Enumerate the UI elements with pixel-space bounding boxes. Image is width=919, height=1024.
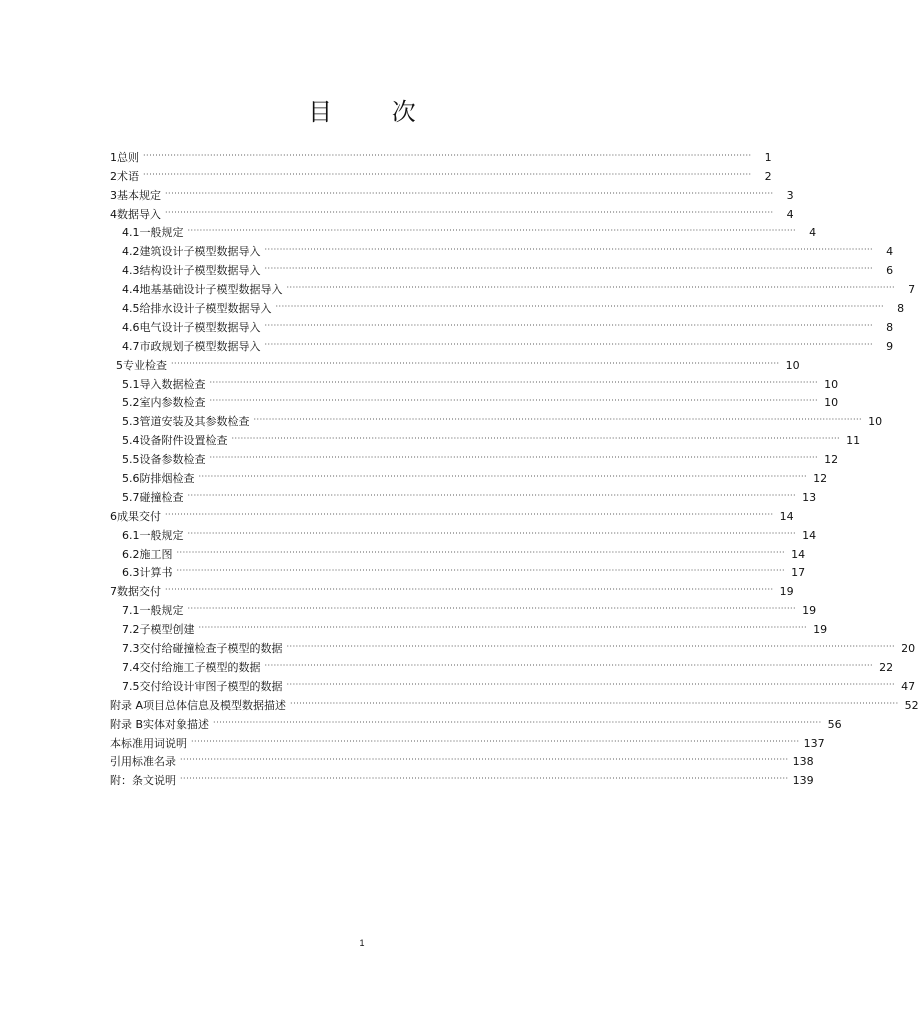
toc-entry[interactable] — [110, 769, 814, 788]
toc-entry-page: 12 — [813, 472, 828, 486]
dot-leader: ········································································································································································································ — [198, 472, 808, 482]
toc-entry-page: 10 — [824, 377, 839, 391]
toc-entry-label: 实体对象描述 — [143, 717, 210, 731]
toc-entry-number: 附录 A — [110, 698, 144, 712]
dot-leader: ········································································································································································································ — [209, 377, 819, 387]
toc-entry-label: 子模型创建 — [139, 623, 195, 637]
toc-entry-page: 9 — [886, 339, 894, 353]
dot-leader: ········································································································································································································ — [180, 774, 789, 784]
toc-entry-number: 7.4 — [122, 660, 140, 674]
toc-entry-label: 市政规划子模型数据导入 — [139, 339, 261, 353]
toc-entry-page: 4 — [886, 245, 894, 259]
dot-leader: ········································································································································································································ — [213, 717, 822, 727]
toc-entry-number: 5.2 — [122, 396, 140, 410]
toc-entry-number: 6.2 — [122, 547, 140, 561]
dot-leader: ········································································································································································································ — [176, 547, 786, 557]
toc-entry-number: 7.5 — [122, 679, 140, 693]
toc-entry[interactable] — [110, 297, 905, 316]
toc-entry-page: 139 — [792, 774, 814, 788]
toc-entry-number: 7 — [110, 585, 117, 599]
toc-entry[interactable] — [110, 524, 817, 543]
toc-entry[interactable] — [110, 675, 916, 694]
toc-entry-label: 引用标准名录 — [110, 755, 176, 769]
toc-entry[interactable] — [110, 713, 842, 732]
toc-entry-label: 防排烟检查 — [139, 472, 195, 486]
toc-entry-page: 14 — [802, 528, 817, 542]
toc-entry-page: 137 — [803, 736, 825, 750]
toc-entry-number: 3 — [110, 188, 117, 202]
toc-entry-page: 3 — [786, 188, 794, 202]
toc-entry[interactable] — [110, 410, 883, 429]
toc-entry-page: 1 — [764, 150, 772, 164]
toc-entry-number: 5.1 — [122, 377, 140, 391]
toc-entry[interactable] — [110, 203, 794, 222]
toc-entry-label: 建筑设计子模型数据导入 — [139, 245, 261, 259]
dot-leader: ········································································································································································································ — [264, 245, 874, 255]
dot-leader: ········································································································································································································ — [176, 566, 786, 576]
toc-entry-label: 电气设计子模型数据导入 — [139, 320, 261, 334]
toc-entry-page: 10 — [868, 415, 883, 429]
toc-entry-label: 基本规定 — [117, 188, 161, 202]
dot-leader: ········································································································································································································ — [253, 415, 863, 425]
toc-entry[interactable] — [110, 184, 794, 203]
dot-leader: ········································································································································································································ — [264, 660, 874, 670]
toc-entry[interactable] — [110, 259, 894, 278]
toc-entry-label: 交付给设计审图子模型的数据 — [139, 679, 283, 693]
toc-entry-page: 2 — [764, 169, 772, 183]
dot-leader: ········································································································································································································ — [187, 226, 797, 236]
toc-entry-number: 6.1 — [122, 528, 140, 542]
dot-leader: ········································································································································································································ — [187, 490, 797, 500]
toc-entry-number: 4.4 — [122, 283, 140, 297]
toc-entry-page: 14 — [779, 509, 794, 523]
toc-entry-number: 5 — [116, 358, 123, 372]
toc-entry-page: 56 — [827, 717, 842, 731]
toc-entry-number: 5.4 — [122, 434, 140, 448]
toc-entry-label: 本标准用词说明 — [110, 736, 187, 750]
toc-entry[interactable] — [110, 222, 817, 241]
dot-leader: ········································································································································································································ — [286, 679, 896, 689]
toc-entry-number: 1 — [110, 150, 117, 164]
toc-entry[interactable] — [110, 751, 814, 770]
toc-entry-label: 数据导入 — [117, 207, 161, 221]
toc-entry[interactable] — [110, 354, 800, 373]
toc-entry-number: 4.7 — [122, 339, 140, 353]
dot-leader: ········································································································································································································ — [165, 188, 774, 198]
toc-entry-label: 碰撞检查 — [139, 490, 184, 504]
toc-entry-number: 7.1 — [122, 604, 140, 618]
toc-entry-number: 4.6 — [122, 320, 140, 334]
toc-entry[interactable] — [110, 543, 806, 562]
toc-entry-page: 7 — [908, 283, 916, 297]
toc-entry[interactable] — [110, 240, 894, 259]
dot-leader: ········································································································································································································ — [165, 207, 774, 217]
toc-entry-page: 12 — [824, 453, 839, 467]
toc-entry-number: 4.5 — [122, 302, 140, 316]
toc-entry[interactable] — [110, 429, 861, 448]
toc-entry[interactable] — [110, 278, 916, 297]
toc-entry-label: 一般规定 — [139, 528, 184, 542]
dot-leader: ········································································································································································································ — [165, 585, 774, 595]
toc-entry[interactable] — [110, 448, 839, 467]
toc-entry-page: 4 — [786, 207, 794, 221]
toc-entry-label: 设备附件设置检查 — [139, 434, 228, 448]
toc-entry-page: 22 — [879, 660, 894, 674]
toc-entry-number: 4.1 — [122, 226, 140, 240]
dot-leader: ········································································································································································································ — [231, 434, 841, 444]
toc-entry-label: 成果交付 — [117, 509, 161, 523]
toc-entry[interactable] — [110, 316, 894, 335]
toc-entry-page: 20 — [901, 642, 916, 656]
dot-leader: ········································································································································································································ — [171, 358, 780, 368]
dot-leader: ········································································································································································································ — [264, 339, 874, 349]
toc-entry-label: 导入数据检查 — [139, 377, 206, 391]
dot-leader: ········································································································································································································ — [187, 528, 797, 538]
toc-entry-page: 8 — [886, 320, 894, 334]
dot-leader: ········································································································································································································ — [290, 698, 899, 708]
dot-leader: ········································································································································································································ — [286, 642, 896, 652]
toc-entry-label: 数据交付 — [117, 585, 161, 599]
toc-entry-number: 5.3 — [122, 415, 140, 429]
page-number: 1 — [359, 938, 365, 948]
toc-entry[interactable] — [110, 562, 806, 581]
toc-entry-page: 11 — [846, 434, 861, 448]
dot-leader: ········································································································································································································ — [264, 320, 874, 330]
dot-leader: ········································································································································································································ — [209, 453, 819, 463]
table-of-contents — [110, 146, 919, 788]
toc-entry[interactable] — [110, 467, 828, 486]
toc-entry-number: 6.3 — [122, 566, 140, 580]
toc-entry[interactable] — [110, 656, 894, 675]
toc-entry-page: 19 — [802, 604, 817, 618]
toc-entry[interactable] — [110, 146, 772, 165]
dot-leader: ········································································································································································································ — [143, 169, 752, 179]
toc-entry-label: 给排水设计子模型数据导入 — [139, 302, 272, 316]
toc-entry[interactable] — [110, 505, 794, 524]
toc-entry-page: 47 — [901, 679, 916, 693]
toc-entry-label: 地基基础设计子模型数据导入 — [139, 283, 283, 297]
toc-entry-number: 7.3 — [122, 642, 140, 656]
dot-leader: ········································································································································································································ — [209, 396, 819, 406]
toc-entry-page: 17 — [791, 566, 806, 580]
toc-entry-page: 19 — [813, 623, 828, 637]
toc-entry[interactable] — [110, 618, 828, 637]
toc-entry-label: 一般规定 — [139, 604, 184, 618]
toc-entry-number: 2 — [110, 169, 117, 183]
toc-entry-label: 施工图 — [139, 547, 173, 561]
toc-entry-label: 附：条文说明 — [110, 774, 176, 788]
dot-leader: ········································································································································································································ — [180, 755, 789, 765]
toc-entry-label: 总则 — [117, 150, 139, 164]
toc-entry-label: 计算书 — [139, 566, 173, 580]
dot-leader: ········································································································································································································ — [275, 302, 885, 312]
dot-leader: ········································································································································································································ — [191, 736, 800, 746]
toc-entry[interactable] — [110, 335, 894, 354]
toc-entry-page: 19 — [779, 585, 794, 599]
toc-entry-page: 14 — [791, 547, 806, 561]
toc-entry-label: 术语 — [117, 169, 139, 183]
toc-entry[interactable] — [110, 637, 916, 656]
toc-entry-number: 4.2 — [122, 245, 140, 259]
toc-entry-number: 5.6 — [122, 472, 140, 486]
toc-entry-page: 10 — [785, 358, 800, 372]
toc-entry-page: 10 — [824, 396, 839, 410]
toc-entry-number: 5.5 — [122, 453, 140, 467]
toc-entry-label: 交付给施工子模型的数据 — [139, 660, 261, 674]
dot-leader: ········································································································································································································ — [286, 283, 896, 293]
toc-entry-number: 7.2 — [122, 623, 140, 637]
toc-entry[interactable] — [110, 599, 817, 618]
toc-entry-label: 项目总体信息及模型数据描述 — [143, 698, 287, 712]
toc-entry[interactable] — [110, 732, 825, 751]
toc-entry[interactable] — [110, 165, 772, 184]
toc-entry-page: 8 — [897, 302, 905, 316]
toc-entry[interactable] — [110, 486, 817, 505]
toc-entry-label: 室内参数检查 — [139, 396, 206, 410]
toc-entry-page: 52 — [904, 698, 919, 712]
toc-entry-page: 138 — [792, 755, 814, 769]
toc-entry-number: 5.7 — [122, 490, 140, 504]
toc-entry[interactable] — [110, 373, 839, 392]
toc-entry-label: 交付给碰撞检查子模型的数据 — [139, 642, 283, 656]
toc-entry-label: 结构设计子模型数据导入 — [139, 264, 261, 278]
toc-entry-label: 一般规定 — [139, 226, 184, 240]
toc-entry[interactable] — [110, 392, 839, 411]
toc-entry-number: 附录 B — [110, 717, 144, 731]
toc-entry-number: 6 — [110, 509, 117, 523]
dot-leader: ········································································································································································································ — [143, 150, 752, 160]
toc-entry-page: 4 — [809, 226, 817, 240]
dot-leader: ········································································································································································································ — [165, 509, 774, 519]
dot-leader: ········································································································································································································ — [198, 623, 808, 633]
toc-entry-page: 6 — [886, 264, 894, 278]
dot-leader: ········································································································································································································ — [187, 604, 797, 614]
toc-entry-label: 专业检查 — [123, 358, 167, 372]
page-title: 目 次 — [308, 98, 442, 126]
toc-entry-number: 4 — [110, 207, 117, 221]
toc-entry-label: 管道安装及其参数检查 — [139, 415, 250, 429]
dot-leader: ········································································································································································································ — [264, 264, 874, 274]
toc-entry[interactable] — [110, 694, 919, 713]
toc-entry-label: 设备参数检查 — [139, 453, 206, 467]
toc-entry[interactable] — [110, 580, 794, 599]
toc-entry-page: 13 — [802, 490, 817, 504]
toc-entry-number: 4.3 — [122, 264, 140, 278]
